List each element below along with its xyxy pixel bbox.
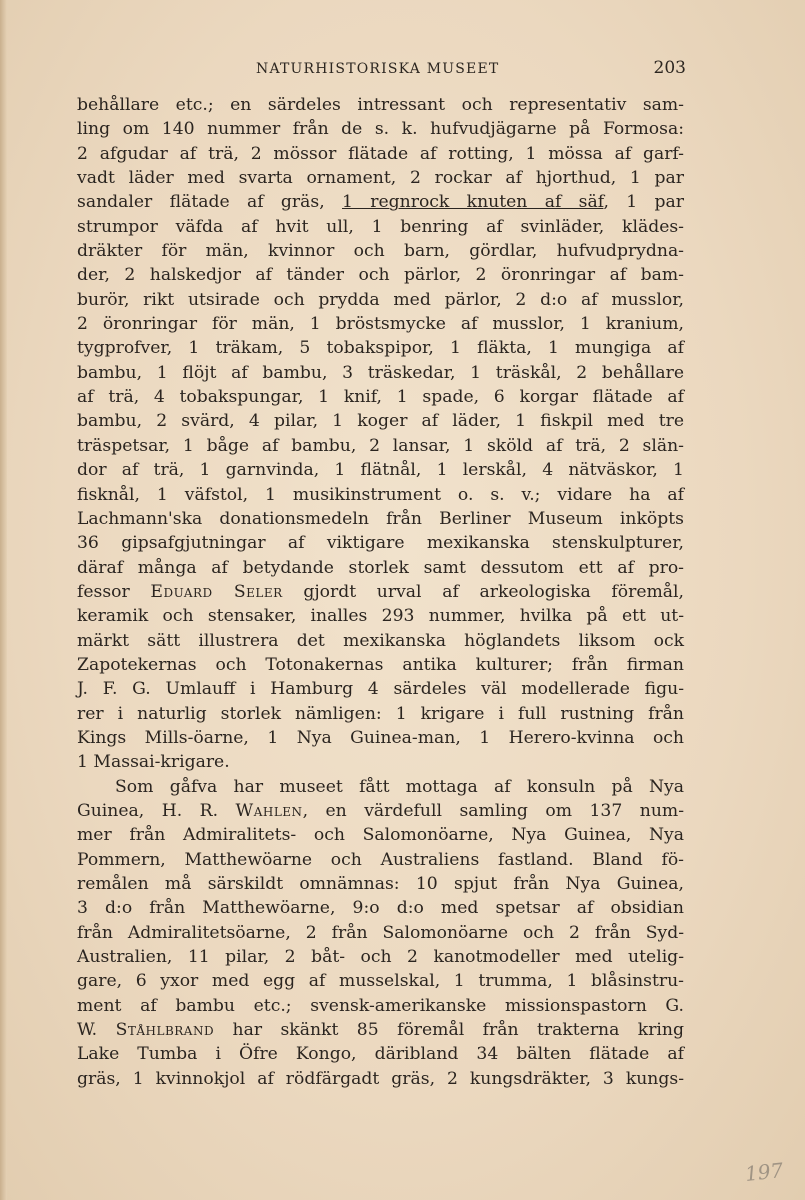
body-text <box>77 93 684 1091</box>
text-line: träspetsar, 1 båge af bambu, 2 lansar, 1 sköld af trä, 2 slän- <box>77 435 684 456</box>
text-line: af trä, 4 tobakspungar, 1 knif, 1 spade, 6 korgar flätade af <box>77 387 684 408</box>
pencil-annotation: 197 <box>743 1158 785 1186</box>
text-line-paragraph-end: 1 Massai-krigare. <box>77 752 230 773</box>
text-line: strumpor väfda af hvit ull, 1 benring af svinläder, klädes- <box>77 216 684 237</box>
text-line: burör, rikt utsirade och prydda med pärlor, 2 d:o af musslor, <box>77 289 684 310</box>
text-line: 2 afgudar af trä, 2 mössor flätade af rotting, 1 mössa af garf- <box>77 143 684 164</box>
text-line: der, 2 halskedjor af tänder och pärlor, 2 öronringar af bam- <box>77 265 684 286</box>
text-line: Australien, 11 pilar, 2 båt- och 2 kanotmodeller med utelig- <box>77 947 684 968</box>
page-number: 203 <box>653 58 686 78</box>
text-line: bambu, 2 svärd, 4 pilar, 1 koger af läder, 1 fiskpil med tre <box>77 411 684 432</box>
text-line: Zapotekernas och Totonakernas antika kulturer; från firman <box>77 654 684 675</box>
text-line: däraf många af betydande storlek samt dessutom ett af pro- <box>77 557 684 578</box>
text-line: keramik och stensaker, inalles 293 nummer, hvilka på ett ut- <box>77 606 684 627</box>
text-line: fisknål, 1 väfstol, 1 musikinstrument o. s. v.; vidare ha af <box>77 484 684 505</box>
text-line: från Admiralitetsöarne, 2 från Salomonöarne och 2 från Syd- <box>77 922 684 943</box>
text-line: J. F. G. Umlauff i Hamburg 4 särdeles väl modellerade figu- <box>77 679 684 700</box>
text-line-paragraph-start: Som gåfva har museet fått mottaga af konsuln på Nya <box>115 776 684 797</box>
text-line: 3 d:o från Matthewöarne, 9:o d:o med spetsar af obsidian <box>77 898 684 919</box>
text-line: Lake Tumba i Öfre Kongo, däribland 34 bälten flätade af <box>77 1044 684 1065</box>
text-line: 2 öronringar för män, 1 bröstsmycke af musslor, 1 kranium, <box>77 314 684 335</box>
text-line: 36 gipsafgjutningar af viktigare mexikanska stenskulpturer, <box>77 533 684 554</box>
text-line-underlined: sandaler flätade af gräs, 1 regnrock knuten af säf, 1 par <box>77 192 684 213</box>
text-line: märkt sätt illustrera det mexikanska höglandets liksom ock <box>77 630 684 651</box>
running-title: NATURHISTORISKA MUSEET <box>256 61 500 77</box>
page-binding-edge <box>0 0 7 1200</box>
text-line: gare, 6 yxor med egg af musselskal, 1 trumma, 1 blåsinstru- <box>77 971 684 992</box>
text-line: ling om 140 nummer från de s. k. hufvudjägarne på Formosa: <box>77 119 684 140</box>
text-line: dor af trä, 1 garnvinda, 1 flätnål, 1 lerskål, 4 nätväskor, 1 <box>77 460 684 481</box>
text-line: Kings Mills-öarne, 1 Nya Guinea-man, 1 Herero-kvinna och <box>77 727 684 748</box>
text-line: behållare etc.; en särdeles intressant och representativ sam- <box>77 95 684 115</box>
text-line: remålen må särskildt omnämnas: 10 spjut från Nya Guinea, <box>77 874 684 894</box>
running-header <box>78 58 686 82</box>
text-line: dräkter för män, kvinnor och barn, gördlar, hufvudprydna- <box>77 241 684 262</box>
text-line: bambu, 1 flöjt af bambu, 3 träskedar, 1 träskål, 2 behållare <box>77 362 684 383</box>
text-line: ment af bambu etc.; svensk-amerikanske missionspastorn G. <box>77 995 684 1016</box>
text-line: gräs, 1 kvinnokjol af rödfärgadt gräs, 2 kungsdräkter, 3 kungs- <box>77 1068 684 1089</box>
text-line: rer i naturlig storlek nämligen: 1 krigare i full rustning från <box>77 703 684 724</box>
text-line-smallcaps: W. Ståhlbrand har skänkt 85 föremål från trakterna kring <box>77 1020 684 1041</box>
text-line: Lachmann'ska donationsmedeln från Berliner Museum inköpts <box>77 508 684 529</box>
text-line: vadt läder med svarta ornament, 2 rockar af hjorthud, 1 par <box>77 168 684 189</box>
text-line-smallcaps: Guinea, H. R. Wahlen, en värdefull samling om 137 num- <box>77 800 684 821</box>
text-line: tygprofver, 1 träkam, 5 tobakspipor, 1 fläkta, 1 mungiga af <box>77 338 684 359</box>
text-line: mer från Admiralitets- och Salomonöarne, Nya Guinea, Nya <box>77 825 684 846</box>
text-line-smallcaps: fessor Eduard Seler gjordt urval af arkeologiska föremål, <box>77 581 685 602</box>
text-line: Pommern, Matthewöarne och Australiens fastland. Bland fö- <box>77 849 684 870</box>
